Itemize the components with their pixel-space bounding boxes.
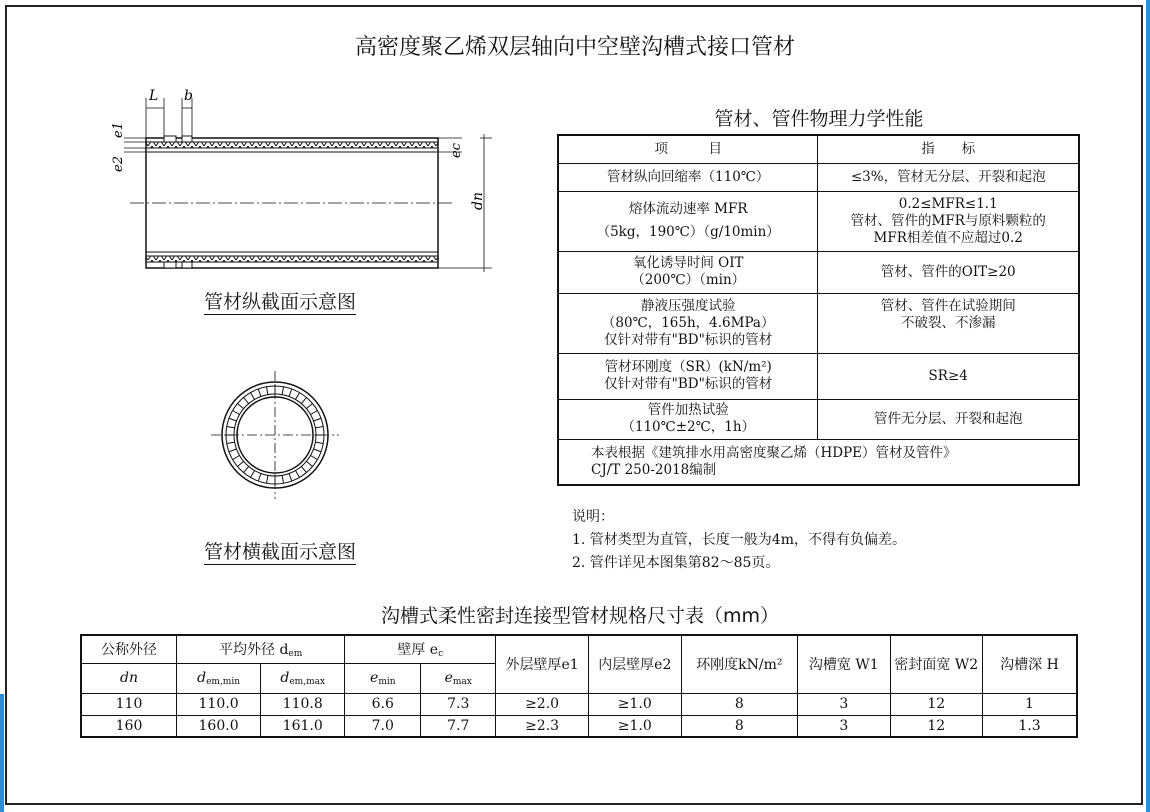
label-ec: ec [449,143,464,158]
hdr-e-max: $e_{max}$ [421,663,496,693]
table-cell: 6.6 [345,693,421,715]
cross-section-rib [244,397,249,403]
cross-section-rib [229,418,237,421]
sheet-edge-marker-bottom [0,694,4,812]
hdr-stiffness: 环刚度kN/m² [681,635,797,693]
cross-section-rib [258,389,261,397]
cross-section-rib [233,456,240,460]
cross-section-rib [314,418,322,421]
cross-section-rib [266,475,267,483]
hdr-seal-w: 密封面宽 W2 [890,635,982,693]
cross-section-rib [229,449,237,452]
cross-section-rib [315,442,323,443]
prop-header-item: 项 目 [558,135,818,163]
prop-item: 管材环刚度（SR）(kN/m²) 仅针对带有"BD"标识的管材 [558,353,818,399]
cross-caption: 管材横截面示意图 [204,541,357,563]
cross-section-rib [282,387,283,395]
prop-header-index: 指 标 [818,135,1079,163]
hdr-e-min: $e_{min}$ [345,663,421,693]
label-b: b [184,88,193,104]
prop-index: 管材、管件在试验期间 不破裂、不渗漏 [818,293,1079,353]
cross-section-rib [244,466,249,472]
hdr-dn: dn [81,663,177,693]
table-cell: 8 [681,693,797,715]
table-cell: 1 [983,693,1078,715]
cross-section-rib [289,389,292,397]
prop-item: 管件加热试验 （110℃±2℃，1h） [558,399,818,439]
table-cell: 7.7 [421,715,496,737]
prop-item: 管材纵向回缩率（110℃） [558,163,818,191]
prop-footnote: 本表根据《建筑排水用高密度聚乙烯（HDPE）管材及管件》 CJ/T 250-2018编制 [558,439,1079,485]
table-cell: 160.0 [177,715,261,737]
spec-table [80,634,1078,738]
hdr-nominal: 公称外径 [81,635,177,663]
hdr-wall: 壁厚 $e_c$ [345,635,496,663]
table-cell: 3 [798,715,890,737]
notes [572,506,906,575]
table-cell: 12 [890,715,982,737]
prop-index: 管件无分层、开裂和起泡 [818,399,1079,439]
cross-section-rib [296,471,300,478]
table-row [81,715,1077,737]
sheet-edge-marker [1146,0,1150,812]
prop-item: 氧化诱导时间 OIT （200℃）（min） [558,251,818,293]
table-cell: ≥2.0 [496,693,589,715]
prop-index: 0.2≤MFR≤1.1 管材、管件的MFR与原料颗粒的 MFR相差值不应超过0.2 [818,191,1079,251]
table-row [81,693,1077,715]
hdr-mean-od: 平均外径 $d_{em}$ [177,635,345,663]
hdr-inner-wall: 内层壁厚e2 [588,635,681,693]
cross-section-rib [306,404,312,409]
table-cell: 161.0 [261,715,345,737]
table-cell: 8 [681,715,797,737]
note-item: 1. 管材类型为直管，长度一般为4m，不得有负偏差。 [572,532,906,548]
properties-title: 管材、管件物理力学性能 [714,108,924,130]
label-dn: dn [470,192,486,210]
label-e2: e2 [111,156,126,172]
table-cell: 7.3 [421,693,496,715]
cross-section-rib [258,474,261,482]
cross-section-rib [311,411,318,415]
table-cell: 110.0 [177,693,261,715]
table-cell: 3 [798,693,890,715]
table-cell: ≥2.3 [496,715,589,737]
cross-section-rib [301,466,306,472]
cross-section-rib [266,387,267,395]
longitudinal-caption: 管材纵截面示意图 [204,291,357,313]
cross-section-rib [306,461,312,466]
prop-index: SR≥4 [818,353,1079,399]
page-title: 高密度聚乙烯双层轴向中空壁沟槽式接口管材 [354,35,795,60]
table-cell: 7.0 [345,715,421,737]
prop-index: 管材、管件的OIT≥20 [818,251,1079,293]
hdr-dem-max: $d_{em,max}$ [261,663,345,693]
prop-index: ≤3%，管材无分层、开裂和起泡 [818,163,1079,191]
label-L: L [149,88,159,104]
cross-section-rib [227,426,235,427]
cross-section-rib [282,475,283,483]
hdr-dem-min: $d_{em,min}$ [177,663,261,693]
spec-table-title: 沟槽式柔性密封连接型管材规格尺寸表（mm） [380,605,780,627]
table-cell: ≥1.0 [588,715,681,737]
notes-heading: 说明： [572,509,614,525]
table-cell: ≥1.0 [588,693,681,715]
table-cell: 160 [81,715,177,737]
table-cell: 110.8 [261,693,345,715]
cross-section-rib [227,442,235,443]
cross-section-rib [311,456,318,460]
cross-section-rib [289,474,292,482]
cross-section-rib [237,461,243,466]
label-e1: e1 [111,122,126,138]
cross-section-rib [315,426,323,427]
prop-item: 熔体流动速率 MFR （5kg，190℃）（g/10min） [558,191,818,251]
table-cell: 12 [890,693,982,715]
prop-item: 静液压强度试验 （80℃，165h，4.6MPa） 仅针对带有"BD"标识的管材 [558,293,818,353]
cross-section-rib [314,449,322,452]
properties-table [557,134,1080,486]
hdr-groove-h: 沟槽深 H [983,635,1078,693]
cross-section-rib [301,397,306,403]
cross-section-rib [251,393,255,400]
cross-section-diagram [205,365,345,505]
hdr-outer-wall: 外层壁厚e1 [496,635,589,693]
note-item: 2. 管件详见本图集第82～85页。 [572,555,780,571]
hdr-groove-w: 沟槽宽 W1 [798,635,890,693]
table-cell: 1.3 [983,715,1078,737]
cross-section-rib [233,411,240,415]
cross-section-rib [296,393,300,400]
cross-section-rib [251,471,255,478]
cross-section-rib [237,404,243,409]
table-cell: 110 [81,693,177,715]
longitudinal-section-diagram [100,80,500,280]
